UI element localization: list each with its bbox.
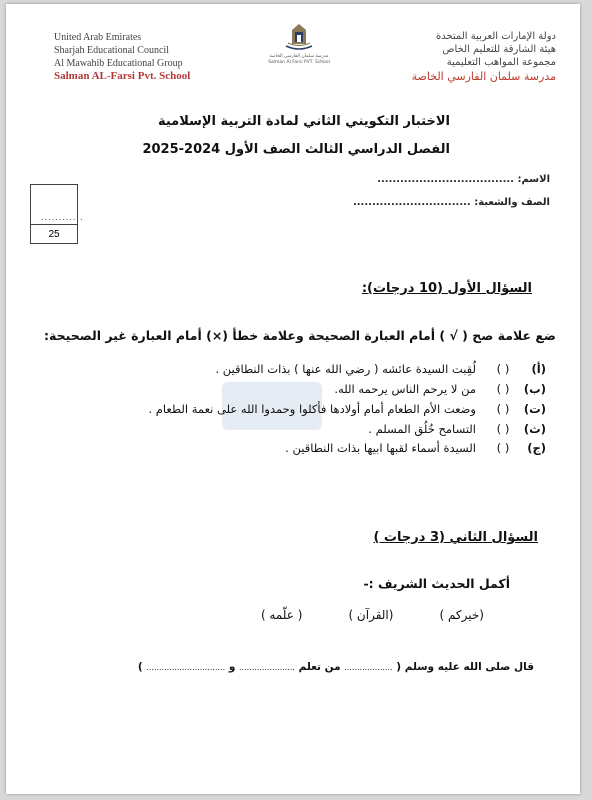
exam-title: الاختبار التكويني الثاني لمادة التربية الإسلامية <box>157 114 450 129</box>
header-en-line-2: Sharjah Educational Council <box>54 45 169 56</box>
q1-item-5-text: السيدة أسماء لقبها ابيها بذات النطاقين . <box>285 441 476 455</box>
q2-option-2: (القرآن ) <box>348 608 394 622</box>
q1-item-4 <box>368 422 546 436</box>
q1-item-3-answer[interactable]: ( ) <box>496 402 510 416</box>
name-field[interactable]: الاسم: .................................... <box>377 174 550 185</box>
q1-item-2 <box>334 382 546 396</box>
score-box <box>30 184 84 244</box>
school-logo-icon <box>282 22 316 54</box>
q1-item-3-text: وضعت الأم الطعام أمام أولادها فأكلوا وحمدوا الله على نعمة الطعام . <box>148 402 476 416</box>
q2-instruction: أكمل الحديث الشريف :- <box>363 576 510 591</box>
q2-option-1: (خيركم ) <box>439 608 484 622</box>
header-en-line-1: United Arab Emirates <box>54 32 142 43</box>
q1-item-3 <box>149 402 547 416</box>
score-divider <box>31 224 77 225</box>
q1-item-2-label: (ب) <box>523 382 546 396</box>
q2-heading: السؤال الثاني (3 درجات ) <box>373 530 538 545</box>
score-total: 25 <box>48 229 60 240</box>
hadith-prefix: قال صلى الله عليه وسلم ( <box>396 661 534 673</box>
q1-item-4-answer[interactable]: ( ) <box>496 422 510 436</box>
q1-item-2-answer[interactable]: ( ) <box>496 382 510 396</box>
hadith-sentence <box>138 661 534 673</box>
header-en-line-3: Al Mawahib Educational Group <box>54 58 183 69</box>
school-logo <box>268 22 330 66</box>
q1-item-5 <box>285 441 546 455</box>
hadith-end: ) <box>137 661 143 673</box>
exam-paper <box>6 4 580 794</box>
header-ar-line-1: دولة الإمارات العربية المتحدة <box>435 31 556 42</box>
q1-item-1-answer[interactable]: ( ) <box>496 362 510 376</box>
header-ar-line-2: هيئة الشارقة للتعليم الخاص <box>442 44 556 55</box>
header-ar-school: مدرسة سلمان الفارسي الخاصة <box>411 70 556 83</box>
q2-option-3: ( علّمه ) <box>260 608 303 622</box>
q1-item-1-text: لُقِبت السيدة عائشه ( رضي الله عنها ) بذات النطاقين . <box>215 362 476 376</box>
hadith-mid: من تعلم <box>298 661 341 673</box>
hadith-blank-3[interactable]: ............................... <box>146 663 226 672</box>
q1-item-1-label: (أ) <box>531 362 546 376</box>
q1-item-4-label: (ث) <box>523 422 546 436</box>
logo-caption-en: Salman Al Farsi PVT. School <box>268 60 330 65</box>
q1-item-4-text: التسامح خُلُق المسلم . <box>368 422 476 436</box>
logo-caption-ar: مدرسة سلمان الفارسي الخاصة <box>269 54 329 59</box>
q2-options <box>261 608 484 622</box>
header-ar-line-3: مجموعة المواهب التعليمية <box>446 57 556 68</box>
class-field[interactable]: الصف والشعبة: ............................... <box>352 197 550 208</box>
q1-item-5-label: (ج) <box>527 441 546 455</box>
hadith-and: و <box>228 661 236 673</box>
q1-instruction: ضع علامة صح ( √ ) أمام العبارة الصحيحة وعلامة خطأ (×) أمام العبارة غير الصحيحة: <box>44 328 556 343</box>
header-en-school: Salman AL-Farsi Pvt. School <box>54 70 191 82</box>
q1-item-3-label: (ت) <box>523 402 546 416</box>
hadith-blank-1[interactable]: ................... <box>344 663 393 672</box>
q1-item-5-answer[interactable]: ( ) <box>496 441 510 455</box>
q1-heading: السؤال الأول (10 درجات): <box>361 281 532 296</box>
score-blank[interactable]: ............ <box>41 213 84 222</box>
exam-subtitle: الفصل الدراسي الثالث الصف الأول 2024-2025 <box>142 142 450 157</box>
q1-item-2-text: من لا يرحم الناس يرحمه الله. <box>334 382 476 396</box>
q1-item-1 <box>215 362 546 376</box>
hadith-blank-2[interactable]: ...................... <box>239 663 295 672</box>
